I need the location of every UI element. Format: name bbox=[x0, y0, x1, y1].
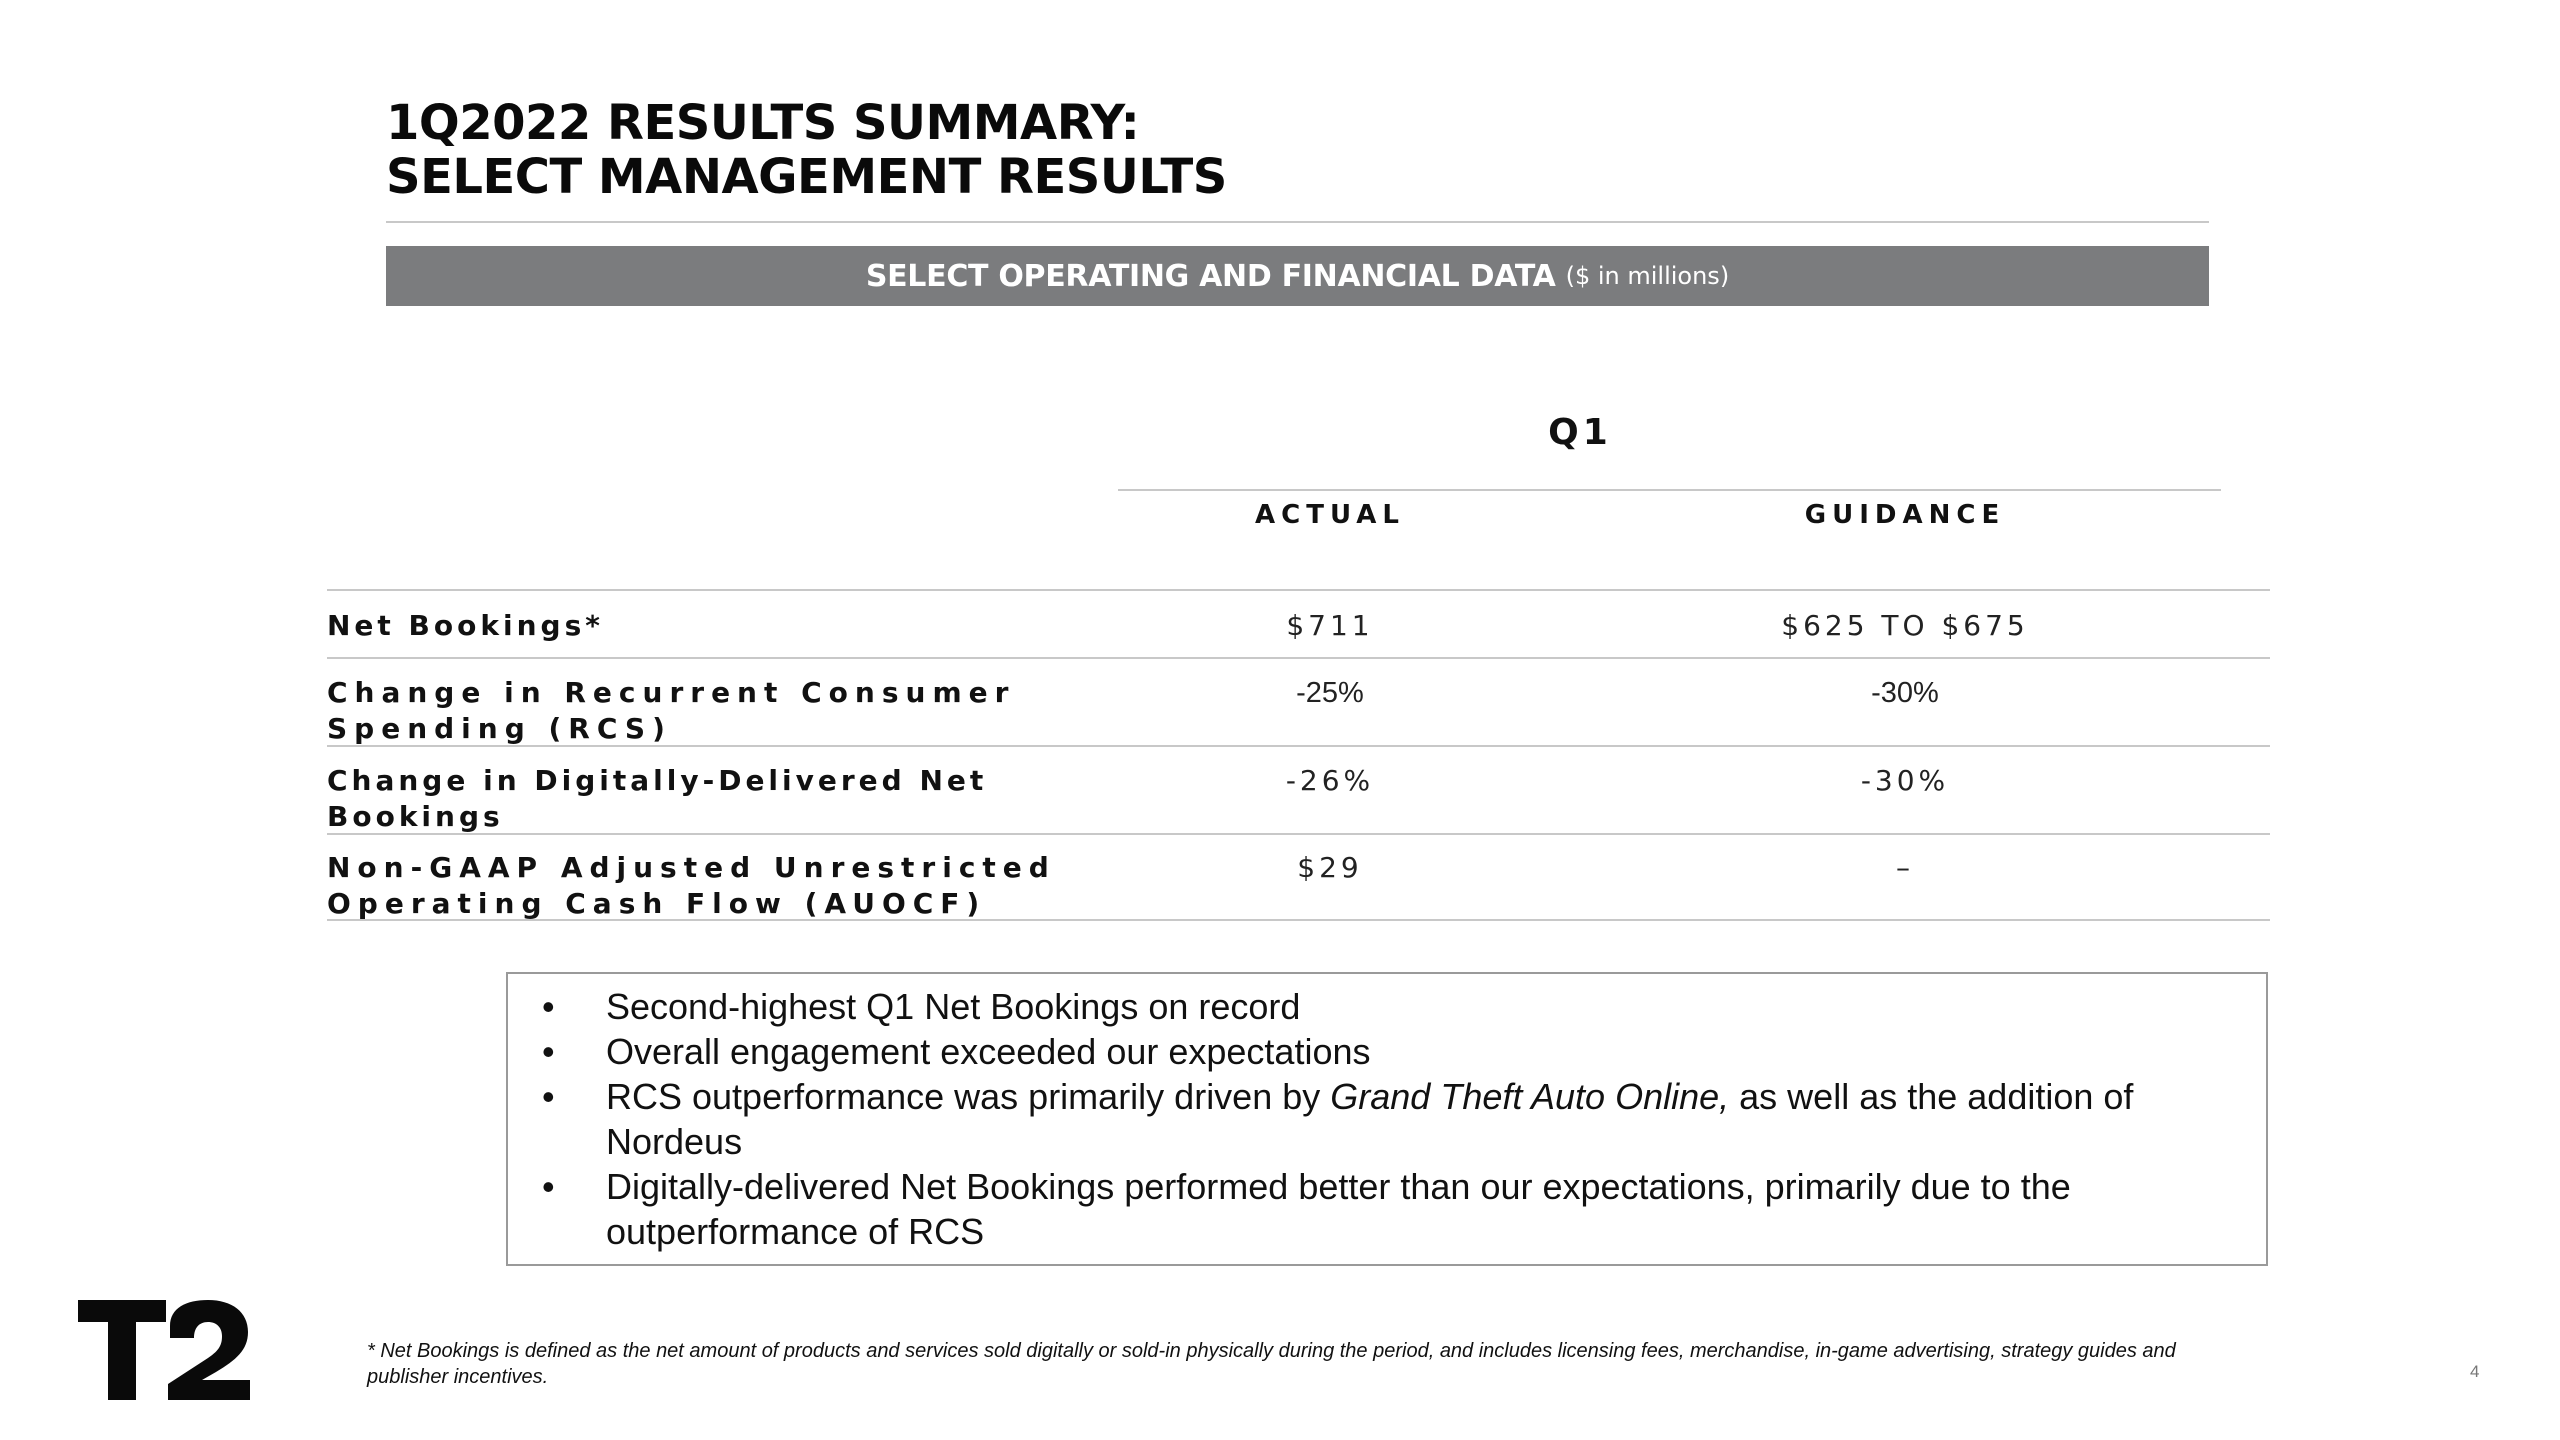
row-label-net-bookings: Net Bookings* bbox=[327, 609, 604, 642]
row-actual-rcs: -25% bbox=[1296, 677, 1364, 709]
row-label-auocf: Non-GAAP Adjusted Unrestricted Operating Cash Flow (AUOCF) bbox=[327, 851, 1056, 920]
footnote: * Net Bookings is defined as the net amount of products and services sold digitally or sold-in physically during the period, and includes licensing fees, merchandise, in-game advertising, strategy guides and publisher incentives. bbox=[367, 1340, 2176, 1388]
row-guidance-rcs: -30% bbox=[1871, 677, 1939, 709]
bullet: • bbox=[542, 1031, 555, 1072]
period-divider bbox=[1118, 489, 2221, 491]
list-item-text: Overall engagement exceeded our expectations bbox=[606, 1031, 1371, 1072]
page-number: 4 bbox=[2470, 1362, 2480, 1381]
column-header-actual: ACTUAL bbox=[1255, 500, 1405, 530]
bullet: • bbox=[542, 986, 555, 1027]
list-item-text: Second-highest Q1 Net Bookings on record bbox=[606, 986, 1301, 1027]
table-divider bbox=[327, 657, 2270, 659]
row-actual-auocf: $29 bbox=[1297, 851, 1363, 884]
highlights-box bbox=[506, 972, 2268, 1266]
row-guidance-net-bookings: $625 TO $675 bbox=[1781, 609, 2029, 642]
highlights-list bbox=[528, 984, 2246, 1254]
row-guidance-auocf: – bbox=[1896, 851, 1914, 884]
bullet: • bbox=[542, 1166, 555, 1207]
row-actual-net-bookings: $711 bbox=[1286, 609, 1374, 642]
list-item bbox=[528, 1074, 2246, 1164]
page-title bbox=[386, 96, 1227, 204]
table-divider bbox=[327, 589, 2270, 591]
banner-title: SELECT OPERATING AND FINANCIAL DATA bbox=[865, 258, 1556, 294]
row-guidance-digital-net-bookings: -30% bbox=[1860, 764, 1950, 797]
column-header-guidance: GUIDANCE bbox=[1804, 500, 2006, 530]
row-label-digital-net-bookings: Change in Digitally-Delivered Net Bookings bbox=[327, 764, 988, 833]
bullet: • bbox=[542, 1076, 555, 1117]
list-item-text: as well as the addition of Nordeus bbox=[606, 1076, 2134, 1162]
row-actual-digital-net-bookings: -26% bbox=[1285, 764, 1375, 797]
banner-subtitle: ($ in millions) bbox=[1565, 262, 1730, 290]
game-title: Grand Theft Auto Online, bbox=[1330, 1076, 1730, 1117]
list-item bbox=[528, 1029, 2246, 1074]
section-banner bbox=[386, 246, 2209, 306]
page-title-line1: 1Q2022 RESULTS SUMMARY: bbox=[386, 95, 1140, 151]
list-item-text: RCS outperformance was primarily driven by bbox=[606, 1076, 1331, 1117]
page-title-line2: SELECT MANAGEMENT RESULTS bbox=[386, 149, 1227, 205]
list-item bbox=[528, 1164, 2246, 1254]
period-header: Q1 bbox=[1548, 412, 1612, 453]
t2-logo bbox=[78, 1300, 250, 1400]
list-item bbox=[528, 984, 2246, 1029]
row-label-rcs: Change in Recurrent Consumer Spending (RCS) bbox=[327, 676, 1016, 745]
list-item-text: Digitally-delivered Net Bookings performed better than our expectations, primarily due to the outperformance of RCS bbox=[606, 1166, 2071, 1252]
title-divider bbox=[386, 221, 2209, 223]
